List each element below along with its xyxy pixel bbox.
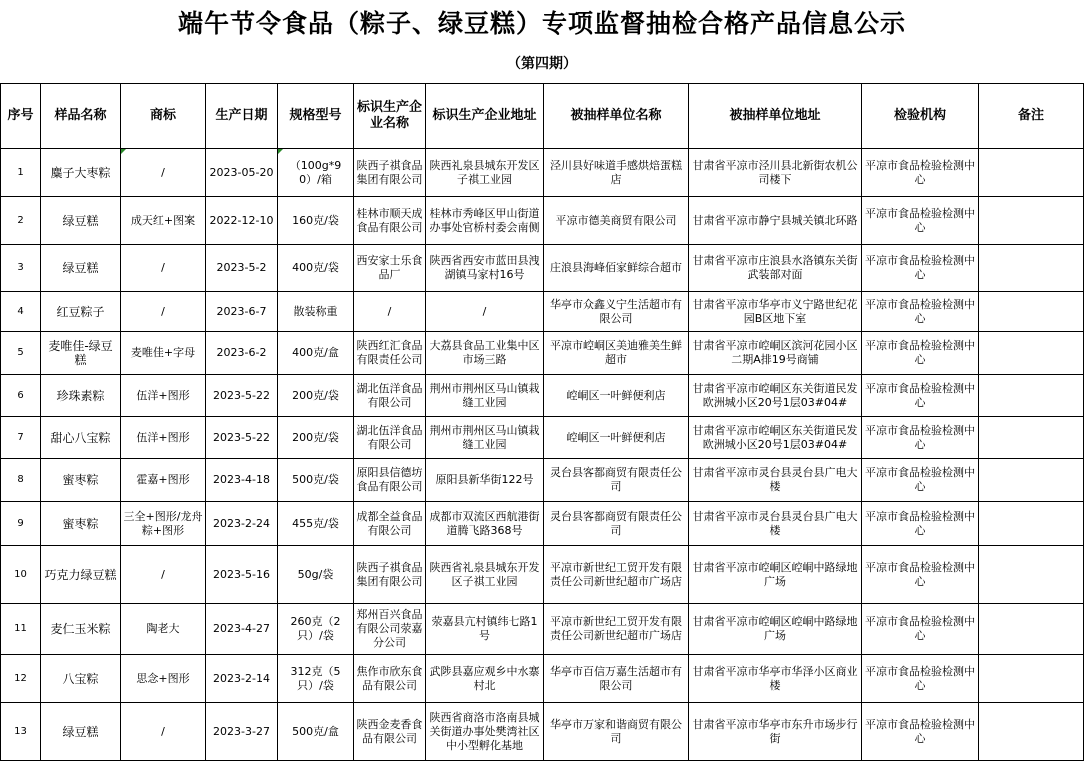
cell-sampled-unit: 平凉市新世纪工贸开发有限责任公司新世纪超市广场店 (544, 546, 689, 604)
cell-manufacturer: 郑州百兴食品有限公司荥嘉分公司 (354, 604, 426, 655)
cell-production-date: 2022-12-10 (206, 197, 278, 245)
cell-inspection-agency: 平凉市食品检验检测中心 (862, 332, 979, 375)
cell-sampled-unit-address: 甘肃省平凉市崆峒区滨河花园小区二期A排19号商铺 (689, 332, 862, 375)
cell-spec: 50g/袋 (278, 546, 354, 604)
cell-trademark: 伍洋+图形 (121, 417, 206, 459)
cell-spec: 200克/袋 (278, 375, 354, 417)
col-header-sampled-unit: 被抽样单位名称 (544, 84, 689, 149)
cell-sampled-unit: 平凉市崆峒区美迪雅美生鲜超市 (544, 332, 689, 375)
table-row (1, 459, 1084, 502)
cell-remarks (979, 332, 1084, 375)
cell-trademark: / (121, 292, 206, 332)
cell-sampled-unit: 灵台县客都商贸有限责任公司 (544, 502, 689, 546)
col-header-sampled-unit-address: 被抽样单位地址 (689, 84, 862, 149)
cell-remarks (979, 417, 1084, 459)
cell-production-date: 2023-2-14 (206, 655, 278, 703)
cell-sampled-unit: 平凉市德美商贸有限公司 (544, 197, 689, 245)
cell-trademark: 霍嘉+图形 (121, 459, 206, 502)
cell-manufacturer: 原阳县信德坊食品有限公司 (354, 459, 426, 502)
col-header-manufacturer-address: 标识生产企业地址 (426, 84, 544, 149)
cell-seq: 3 (1, 245, 41, 292)
cell-seq: 5 (1, 332, 41, 375)
cell-manufacturer: 焦作市欣东食品有限公司 (354, 655, 426, 703)
cell-manufacturer-address: 陕西礼泉县城东开发区子祺工业园 (426, 149, 544, 197)
cell-trademark: / (121, 149, 206, 197)
cell-manufacturer-address: 陕西省商洛市洛南县城关街道办事处樊湾社区中小型孵化基地 (426, 703, 544, 761)
cell-remarks (979, 703, 1084, 761)
cell-manufacturer-address: 荥嘉县亢村镇纬七路1号 (426, 604, 544, 655)
table-row (1, 197, 1084, 245)
cell-remarks (979, 502, 1084, 546)
cell-remarks (979, 655, 1084, 703)
table-row (1, 292, 1084, 332)
cell-sampled-unit: 平凉市新世纪工贸开发有限责任公司新世纪超市广场店 (544, 604, 689, 655)
table-row (1, 417, 1084, 459)
cell-manufacturer: 陕西子祺食品集团有限公司 (354, 546, 426, 604)
table-row (1, 245, 1084, 292)
cell-sampled-unit: 崆峒区一叶鲜便利店 (544, 375, 689, 417)
cell-manufacturer-address: 原阳县新华街122号 (426, 459, 544, 502)
cell-trademark: 思念+图形 (121, 655, 206, 703)
cell-sample-name: 八宝粽 (41, 655, 121, 703)
cell-production-date: 2023-4-27 (206, 604, 278, 655)
cell-remarks (979, 546, 1084, 604)
cell-sampled-unit: 华亭市万家和谐商贸有限公司 (544, 703, 689, 761)
col-header-remarks: 备注 (979, 84, 1084, 149)
cell-production-date: 2023-6-7 (206, 292, 278, 332)
cell-manufacturer-address: 武陟县嘉应观乡中水寨村北 (426, 655, 544, 703)
cell-sampled-unit-address: 甘肃省平凉市崆峒区东关街道民发欧洲城小区20号1层03#04# (689, 417, 862, 459)
cell-sampled-unit-address: 甘肃省平凉市静宁县城关镇北环路 (689, 197, 862, 245)
cell-sampled-unit: 崆峒区一叶鲜便利店 (544, 417, 689, 459)
cell-sample-name: 巧克力绿豆糕 (41, 546, 121, 604)
cell-manufacturer: 陕西红汇食品有限责任公司 (354, 332, 426, 375)
cell-inspection-agency: 平凉市食品检验检测中心 (862, 375, 979, 417)
cell-manufacturer-address: 桂林市秀峰区甲山街道办事处官桥村委会南侧 (426, 197, 544, 245)
cell-sampled-unit-address: 甘肃省平凉市崆峒区崆峒中路绿地广场 (689, 604, 862, 655)
cell-sampled-unit: 华亭市众鑫义宁生活超市有限公司 (544, 292, 689, 332)
cell-sample-name: 绿豆糕 (41, 197, 121, 245)
cell-sampled-unit-address: 甘肃省平凉市灵台县灵台县广电大楼 (689, 459, 862, 502)
table-row (1, 332, 1084, 375)
cell-manufacturer-address: 成都市双流区西航港街道腾飞路368号 (426, 502, 544, 546)
col-header-manufacturer: 标识生产企业名称 (354, 84, 426, 149)
cell-inspection-agency: 平凉市食品检验检测中心 (862, 655, 979, 703)
cell-manufacturer-address: 陕西省西安市蓝田县洩湖镇马家村16号 (426, 245, 544, 292)
cell-spec: 260克（2只）/袋 (278, 604, 354, 655)
cell-sample-name: 麦仁玉米粽 (41, 604, 121, 655)
cell-trademark: 成天红+图案 (121, 197, 206, 245)
cell-sampled-unit-address: 甘肃省平凉市灵台县灵台县广电大楼 (689, 502, 862, 546)
cell-manufacturer: 陕西金麦香食品有限公司 (354, 703, 426, 761)
col-header-spec: 规格型号 (278, 84, 354, 149)
cell-seq: 11 (1, 604, 41, 655)
cell-sample-name: 红豆粽子 (41, 292, 121, 332)
cell-sample-name: 绿豆糕 (41, 703, 121, 761)
cell-inspection-agency: 平凉市食品检验检测中心 (862, 197, 979, 245)
cell-sample-name: 蜜枣粽 (41, 502, 121, 546)
cell-seq: 8 (1, 459, 41, 502)
cell-production-date: 2023-05-20 (206, 149, 278, 197)
cell-sampled-unit: 庄浪县海峰佰家鲜综合超市 (544, 245, 689, 292)
cell-manufacturer-address: 荆州市荆州区马山镇栽缝工业园 (426, 375, 544, 417)
cell-sampled-unit-address: 甘肃省平凉市泾川县北新街农机公司楼下 (689, 149, 862, 197)
cell-production-date: 2023-5-16 (206, 546, 278, 604)
table-row (1, 375, 1084, 417)
cell-production-date: 2023-5-2 (206, 245, 278, 292)
period-subtitle: （第四期） (507, 56, 577, 72)
table-row (1, 546, 1084, 604)
cell-sample-name: 蜜枣粽 (41, 459, 121, 502)
cell-manufacturer: 陕西子祺食品集团有限公司 (354, 149, 426, 197)
col-header-sample-name: 样品名称 (41, 84, 121, 149)
cell-inspection-agency: 平凉市食品检验检测中心 (862, 546, 979, 604)
col-header-production-date: 生产日期 (206, 84, 278, 149)
col-header-inspection-agency: 检验机构 (862, 84, 979, 149)
cell-manufacturer-address: 大荔县食品工业集中区市场三路 (426, 332, 544, 375)
cell-spec: 500克/袋 (278, 459, 354, 502)
cell-manufacturer-address: 荆州市荆州区马山镇栽缝工业园 (426, 417, 544, 459)
cell-manufacturer: 西安家士乐食品厂 (354, 245, 426, 292)
cell-production-date: 2023-5-22 (206, 375, 278, 417)
cell-inspection-agency: 平凉市食品检验检测中心 (862, 417, 979, 459)
cell-sampled-unit-address: 甘肃省平凉市崆峒区崆峒中路绿地广场 (689, 546, 862, 604)
cell-seq: 12 (1, 655, 41, 703)
cell-manufacturer: 湖北伍洋食品有限公司 (354, 417, 426, 459)
cell-spec: 散装称重 (278, 292, 354, 332)
cell-production-date: 2023-3-27 (206, 703, 278, 761)
cell-sampled-unit-address: 甘肃省平凉市华亭市义宁路世纪花园B区地下室 (689, 292, 862, 332)
cell-trademark: 陶老大 (121, 604, 206, 655)
cell-sample-name: 麋子大枣粽 (41, 149, 121, 197)
cell-seq: 7 (1, 417, 41, 459)
cell-spec: 400克/袋 (278, 245, 354, 292)
cell-spec: 500克/盒 (278, 703, 354, 761)
page-title: 端午节令食品（粽子、绿豆糕）专项监督抽检合格产品信息公示 (177, 9, 906, 38)
cell-production-date: 2023-6-2 (206, 332, 278, 375)
table-row (1, 703, 1084, 761)
cell-sample-name: 绿豆糕 (41, 245, 121, 292)
cell-trademark: 麦唯佳+字母 (121, 332, 206, 375)
table-row (1, 502, 1084, 546)
cell-seq: 9 (1, 502, 41, 546)
cell-trademark: 三全+图形/龙舟粽+图形 (121, 502, 206, 546)
cell-remarks (979, 292, 1084, 332)
cell-trademark: / (121, 546, 206, 604)
cell-trademark: / (121, 703, 206, 761)
cell-sampled-unit-address: 甘肃省平凉市崆峒区东关街道民发欧洲城小区20号1层03#04# (689, 375, 862, 417)
cell-sample-name: 甜心八宝粽 (41, 417, 121, 459)
cell-seq: 1 (1, 149, 41, 197)
cell-production-date: 2023-2-24 (206, 502, 278, 546)
cell-production-date: 2023-5-22 (206, 417, 278, 459)
cell-seq: 10 (1, 546, 41, 604)
table-row (1, 604, 1084, 655)
cell-spec: 455克/袋 (278, 502, 354, 546)
cell-manufacturer: 成都全益食品有限公司 (354, 502, 426, 546)
cell-remarks (979, 375, 1084, 417)
cell-manufacturer-address: 陕西省礼泉县城东开发区子祺工业园 (426, 546, 544, 604)
cell-sampled-unit-address: 甘肃省平凉市庄浪县水洛镇东关街武装部对面 (689, 245, 862, 292)
cell-inspection-agency: 平凉市食品检验检测中心 (862, 703, 979, 761)
cell-sampled-unit: 华亭市百信万嘉生活超市有限公司 (544, 655, 689, 703)
cell-production-date: 2023-4-18 (206, 459, 278, 502)
cell-spec: 400克/盒 (278, 332, 354, 375)
cell-remarks (979, 459, 1084, 502)
cell-spec: 200克/袋 (278, 417, 354, 459)
cell-seq: 6 (1, 375, 41, 417)
cell-inspection-agency: 平凉市食品检验检测中心 (862, 245, 979, 292)
col-header-trademark: 商标 (121, 84, 206, 149)
cell-trademark: 伍洋+图形 (121, 375, 206, 417)
cell-manufacturer: 桂林市顺天成食品有限公司 (354, 197, 426, 245)
cell-seq: 13 (1, 703, 41, 761)
cell-manufacturer: 湖北伍洋食品有限公司 (354, 375, 426, 417)
cell-manufacturer: / (354, 292, 426, 332)
cell-manufacturer-address: / (426, 292, 544, 332)
cell-inspection-agency: 平凉市食品检验检测中心 (862, 459, 979, 502)
cell-sampled-unit-address: 甘肃省平凉市华亭市华泽小区商业楼 (689, 655, 862, 703)
cell-remarks (979, 245, 1084, 292)
cell-seq: 4 (1, 292, 41, 332)
cell-sample-name: 珍珠素粽 (41, 375, 121, 417)
cell-seq: 2 (1, 197, 41, 245)
cell-remarks (979, 197, 1084, 245)
table-header-row (1, 84, 1084, 149)
cell-sample-name: 麦唯佳-绿豆糕 (41, 332, 121, 375)
cell-spec: （100g*90）/箱 (278, 149, 354, 197)
cell-sampled-unit: 灵台县客都商贸有限责任公司 (544, 459, 689, 502)
cell-spec: 160克/袋 (278, 197, 354, 245)
cell-inspection-agency: 平凉市食品检验检测中心 (862, 149, 979, 197)
cell-inspection-agency: 平凉市食品检验检测中心 (862, 604, 979, 655)
cell-inspection-agency: 平凉市食品检验检测中心 (862, 502, 979, 546)
cell-remarks (979, 149, 1084, 197)
cell-trademark: / (121, 245, 206, 292)
products-table (0, 83, 1084, 761)
cell-remarks (979, 604, 1084, 655)
col-header-seq: 序号 (1, 84, 41, 149)
cell-sampled-unit: 泾川县好味道手感烘焙蛋糕店 (544, 149, 689, 197)
cell-sampled-unit-address: 甘肃省平凉市华亭市东升市场步行街 (689, 703, 862, 761)
table-row (1, 655, 1084, 703)
table-row (1, 149, 1084, 197)
cell-inspection-agency: 平凉市食品检验检测中心 (862, 292, 979, 332)
cell-spec: 312克（5只）/袋 (278, 655, 354, 703)
